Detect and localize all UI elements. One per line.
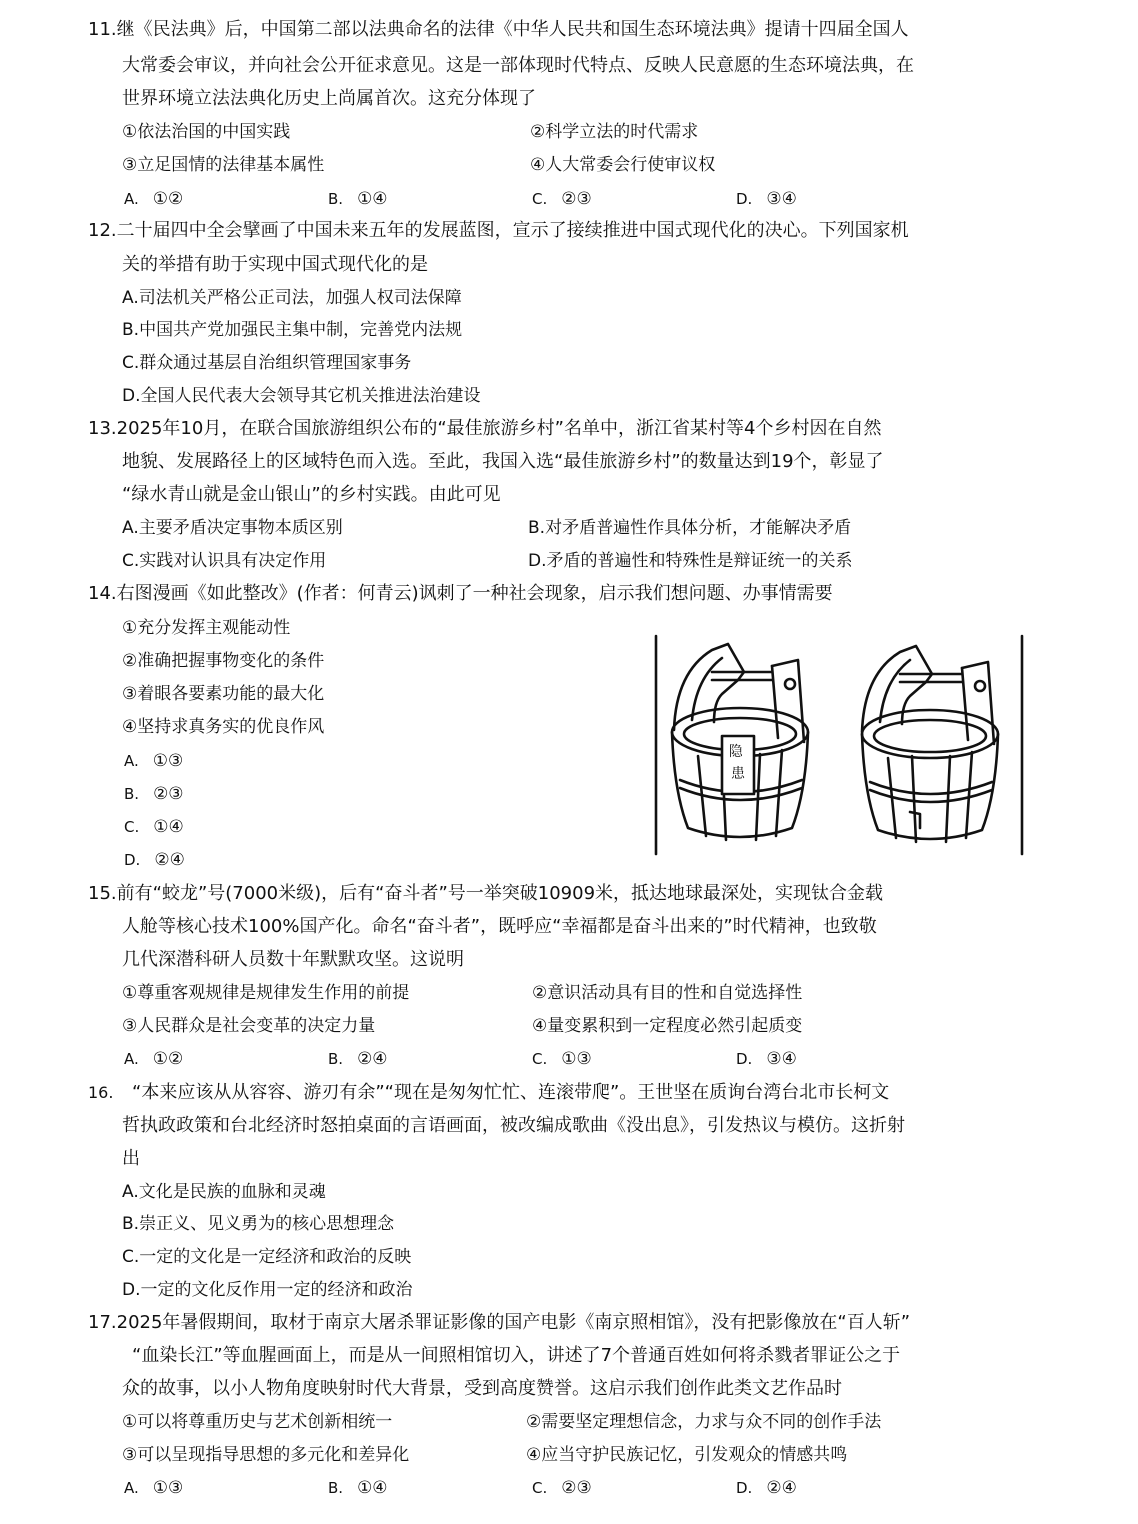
q13-option-c[interactable]: C.实践对认识具有决定作用 bbox=[122, 551, 327, 571]
q11-choice-d[interactable]: D. ③④ bbox=[736, 189, 797, 209]
q16-option-c[interactable]: C.一定的文化是一定经济和政治的反映 bbox=[122, 1247, 412, 1267]
q15-item-4: ④量变累积到一定程度必然引起质变 bbox=[532, 1016, 803, 1036]
q15-choice-d[interactable]: D. ③④ bbox=[736, 1049, 797, 1069]
q11-item-2: ②科学立法的时代需求 bbox=[530, 122, 699, 142]
q11-item-4: ④人大常委会行使审议权 bbox=[530, 155, 716, 175]
q11-stem-line-2: 大常委会审议，并向社会公开征求意见。这是一部体现时代特点、反映人民意愿的生态环境法典，在 bbox=[122, 55, 914, 76]
bucket-right-icon bbox=[862, 646, 998, 842]
q17-item-1: ①可以将尊重历史与艺术创新相统一 bbox=[122, 1412, 393, 1432]
q17-item-4: ④应当守护民族记忆，引发观众的情感共鸣 bbox=[526, 1445, 848, 1465]
q15-item-1: ①尊重客观规律是规律发生作用的前提 bbox=[122, 983, 410, 1003]
q17-item-3: ③可以呈现指导思想的多元化和差异化 bbox=[122, 1445, 410, 1465]
q12-option-b[interactable]: B.中国共产党加强民主集中制，完善党内法规 bbox=[122, 320, 463, 340]
q11-item-1: ①依法治国的中国实践 bbox=[122, 122, 291, 142]
q11-item-3: ③立足国情的法律基本属性 bbox=[122, 155, 325, 175]
q13-option-d[interactable]: D.矛盾的普遍性和特殊性是辩证统一的关系 bbox=[528, 551, 853, 571]
q16-option-d[interactable]: D.一定的文化反作用一定的经济和政治 bbox=[122, 1280, 413, 1300]
q11-stem-line-1: 11.继《民法典》后，中国第二部以法典命名的法律《中华人民共和国生态环境法典》提请十四届全国人 bbox=[88, 19, 909, 40]
q16-stem-line-3: 出 bbox=[122, 1148, 140, 1169]
q11-choice-b[interactable]: B. ①④ bbox=[328, 189, 388, 209]
q13-option-a[interactable]: A.主要矛盾决定事物本质区别 bbox=[122, 518, 343, 538]
q17-stem-line-1: 17.2025年暑假期间，取材于南京大屠杀罪证影像的国产电影《南京照相馆》，没有把影像放在“百人斩” bbox=[88, 1312, 911, 1333]
cartoon-buckets-image bbox=[652, 632, 1026, 858]
q12-option-d[interactable]: D.全国人民代表大会领导其它机关推进法治建设 bbox=[122, 386, 481, 406]
q15-stem-line-3: 几代深潜科研人员数十年默默攻坚。这说明 bbox=[122, 949, 464, 970]
q12-stem-line-1: 12.二十届四中全会擘画了中国未来五年的发展蓝图，宣示了接续推进中国式现代化的决心。下列国家机 bbox=[88, 220, 909, 241]
q15-choice-c[interactable]: C. ①③ bbox=[532, 1049, 592, 1069]
q13-option-b[interactable]: B.对矛盾普遍性作具体分析，才能解决矛盾 bbox=[528, 518, 852, 538]
q11-stem-line-3: 世界环境立法法典化历史上尚属首次。这充分体现了 bbox=[122, 88, 536, 109]
q14-stem-line-1: 14.右图漫画《如此整改》(作者：何青云)讽刺了一种社会现象，启示我们想问题、办事情需要 bbox=[88, 583, 833, 604]
q15-choice-b[interactable]: B. ②④ bbox=[328, 1049, 388, 1069]
q16-option-a[interactable]: A.文化是民族的血脉和灵魂 bbox=[122, 1182, 326, 1202]
q17-choice-a[interactable]: A. ①③ bbox=[124, 1478, 184, 1498]
q14-item-4: ④坚持求真务实的优良作风 bbox=[122, 717, 325, 737]
q11-choice-a[interactable]: A. ①② bbox=[124, 189, 184, 209]
q13-stem-line-1: 13.2025年10月，在联合国旅游组织公布的“最佳旅游乡村”名单中，浙江省某村等4个乡村因在自然 bbox=[88, 418, 882, 439]
q14-choice-d[interactable]: D. ②④ bbox=[124, 850, 185, 870]
q17-choice-b[interactable]: B. ①④ bbox=[328, 1478, 388, 1498]
q15-item-3: ③人民群众是社会变革的决定力量 bbox=[122, 1016, 376, 1036]
q14-item-3: ③着眼各要素功能的最大化 bbox=[122, 684, 325, 704]
q16-stem-line-1: “本来应该从从容容、游刃有余”“现在是匆匆忙忙、连滚带爬”。王世坚在质询台湾台北市长柯文 bbox=[132, 1082, 890, 1103]
q12-stem-line-2: 关的举措有助于实现中国式现代化的是 bbox=[122, 254, 428, 275]
q14-item-1: ①充分发挥主观能动性 bbox=[122, 618, 291, 638]
q12-option-a[interactable]: A.司法机关严格公正司法，加强人权司法保障 bbox=[122, 288, 462, 308]
bucket-left-icon bbox=[672, 644, 808, 840]
q14-choice-c[interactable]: C. ①④ bbox=[124, 817, 184, 837]
q13-stem-line-3: “绿水青山就是金山银山”的乡村实践。由此可见 bbox=[122, 484, 501, 505]
q15-choice-a[interactable]: A. ①② bbox=[124, 1049, 184, 1069]
q12-option-c[interactable]: C.群众通过基层自治组织管理国家事务 bbox=[122, 353, 412, 373]
q15-stem-line-2: 人舱等核心技术100%国产化。命名“奋斗者”，既呼应“幸福都是奋斗出来的”时代精神，也致敬 bbox=[122, 916, 877, 937]
q17-stem-line-3: 众的故事，以小人物角度映射时代大背景，受到高度赞誉。这启示我们创作此类文艺作品时 bbox=[122, 1378, 842, 1399]
q16-number: 16. bbox=[88, 1083, 114, 1102]
q14-choice-b[interactable]: B. ②③ bbox=[124, 784, 184, 804]
q11-choice-c[interactable]: C. ②③ bbox=[532, 189, 592, 209]
q15-item-2: ②意识活动具有目的性和自觉选择性 bbox=[532, 983, 803, 1003]
q15-stem-line-1: 15.前有“蛟龙”号(7000米级)，后有“奋斗者”号一举突破10909米，抵达地球最深处，实现钛合金载 bbox=[88, 883, 884, 904]
q17-stem-line-2: “血染长江”等血腥画面上，而是从一间照相馆切入，讲述了7个普通百姓如何将杀戮者罪证公之于 bbox=[132, 1345, 901, 1366]
q17-choice-c[interactable]: C. ②③ bbox=[532, 1478, 592, 1498]
q14-item-2: ②准确把握事物变化的条件 bbox=[122, 651, 325, 671]
q13-stem-line-2: 地貌、发展路径上的区域特色而入选。至此，我国入选“最佳旅游乡村”的数量达到19个，彰显了 bbox=[122, 451, 884, 472]
q16-stem-line-2: 哲执政政策和台北经济时怒拍桌面的言语画面，被改编成歌曲《没出息》，引发热议与模仿。这折射 bbox=[122, 1115, 905, 1136]
q17-choice-d[interactable]: D. ②④ bbox=[736, 1478, 797, 1498]
q17-item-2: ②需要坚定理想信念，力求与众不同的创作手法 bbox=[526, 1412, 882, 1432]
q14-choice-a[interactable]: A. ①③ bbox=[124, 751, 184, 771]
q16-option-b[interactable]: B.崇正义、见义勇为的核心思想理念 bbox=[122, 1214, 395, 1234]
cartoon-label: 隐 患 bbox=[728, 744, 745, 782]
